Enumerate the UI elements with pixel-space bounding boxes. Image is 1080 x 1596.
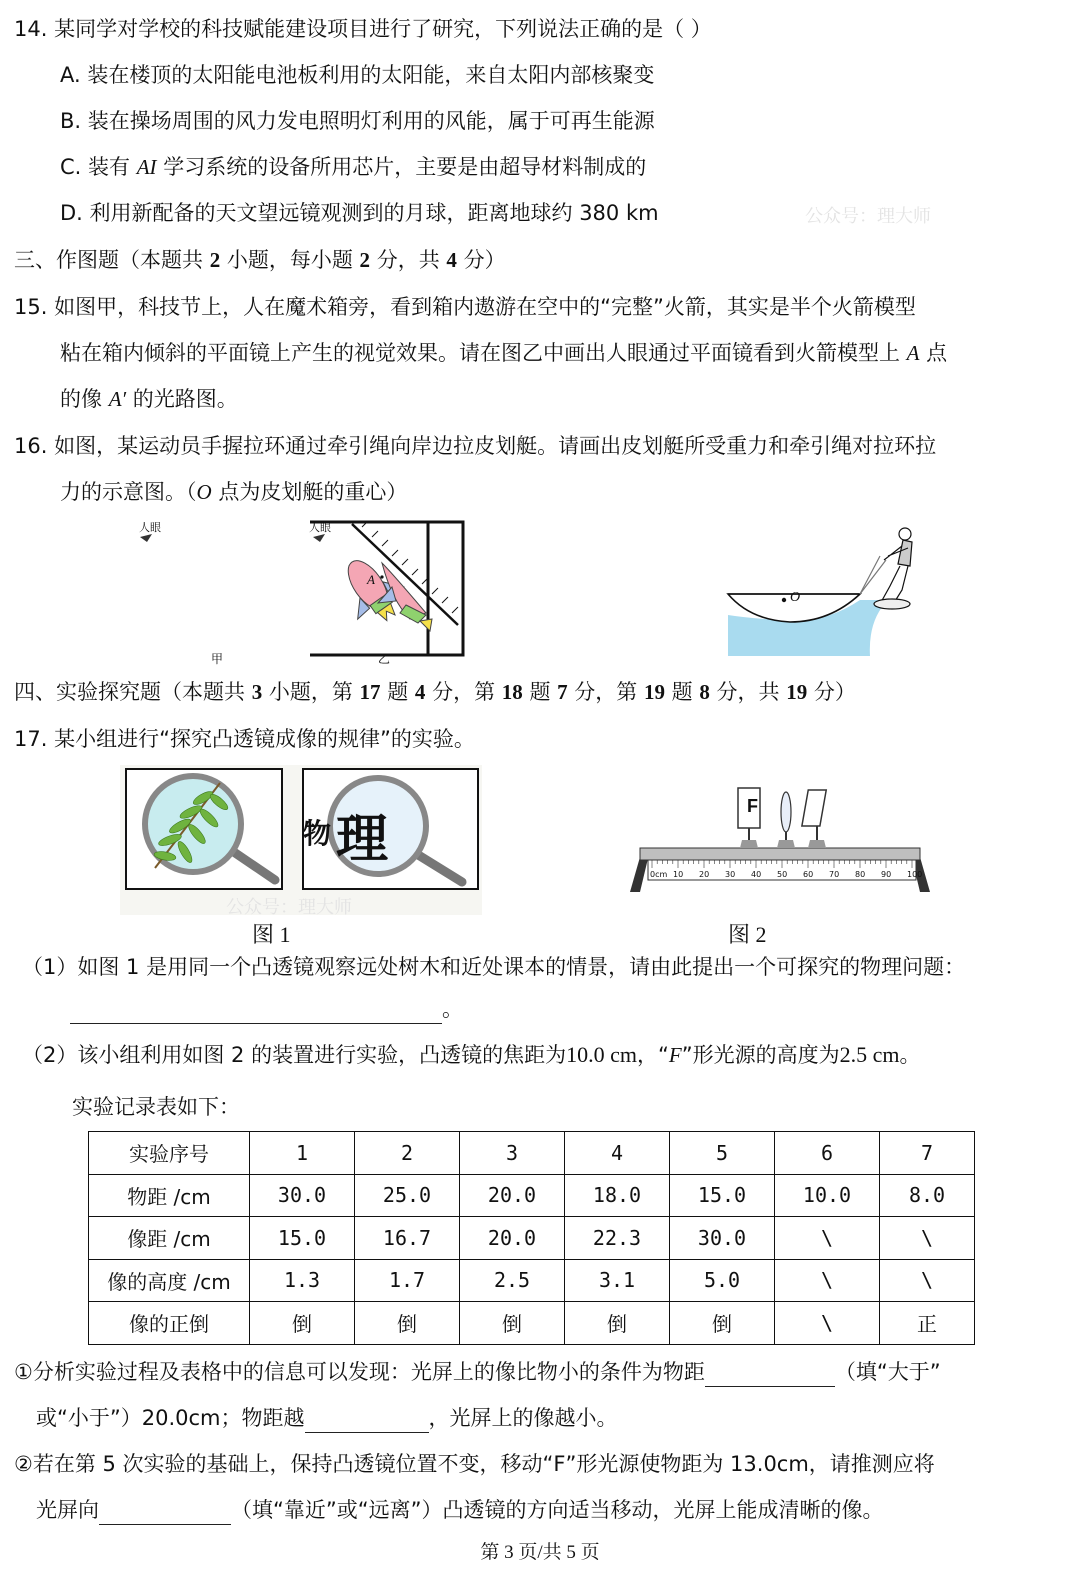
mirror-box-figures [130, 515, 480, 670]
table-cell: 倒 [565, 1302, 670, 1345]
q17-stem: 17. 某小组进行“探究凸透镜成像的规律”的实验。 [14, 727, 475, 751]
watermark: 公众号：理大师 [805, 206, 931, 227]
caption-yi: 乙 [378, 652, 391, 666]
table-cell: 3 [460, 1132, 565, 1175]
q14-option-b: B. 装在操场周围的风力发电照明灯利用的风能，属于可再生能源 [60, 109, 655, 133]
table-cell: 18.0 [565, 1174, 670, 1217]
q15-line-2: 粘在箱内倾斜的平面镜上产生的视觉效果。请在图乙中画出人眼通过平面镜看到火箭模型上 A 点 [60, 341, 948, 365]
ruler-label: 0cm [650, 870, 668, 879]
kayak-figure [720, 520, 930, 660]
table-row [89, 1302, 975, 1345]
point-a-label: A [367, 572, 375, 587]
eye-icon [140, 534, 152, 542]
table-cell: 15.0 [670, 1174, 775, 1217]
q14-stem: 14. 某同学对学校的科技赋能建设项目进行了研究，下列说法正确的是（ ） [14, 17, 712, 41]
table-cell: \ [880, 1217, 975, 1260]
ruler-label: 40 [751, 870, 762, 879]
table-cell: 倒 [355, 1302, 460, 1345]
magnified-character: 理 [336, 810, 389, 870]
page-footer: 第 3 页/共 5 页 [480, 1542, 600, 1563]
q14-option-a: A. 装在楼顶的太阳能电池板利用的太阳能，来自太阳内部核聚变 [60, 63, 655, 87]
table-cell: 像的高度 /cm [89, 1259, 250, 1302]
table-cell: \ [775, 1217, 880, 1260]
q16-line-2: 力的示意图。（O 点为皮划艇的重心） [60, 480, 408, 504]
table-cell: 4 [565, 1132, 670, 1175]
watermark: 公众号：理大师 [226, 897, 352, 918]
table-cell: 正 [880, 1302, 975, 1345]
table-cell: 30.0 [250, 1174, 355, 1217]
table-cell: 倒 [670, 1302, 775, 1345]
answer-blank-3[interactable] [305, 1410, 429, 1433]
table-row [89, 1174, 975, 1217]
q16-line-1: 16. 如图，某运动员手握拉环通过牵引绳向岸边拉皮划艇。请画出皮划艇所受重力和牵引绳对拉环拉 [14, 434, 937, 458]
table-cell: 1 [250, 1132, 355, 1175]
figure-1-caption: 图 1 [252, 922, 291, 947]
q14-option-d: D. 利用新配备的天文望远镜观测到的月球，距离地球约 380 km [60, 201, 659, 225]
table-row [89, 1259, 975, 1302]
ruler-label: 90 [881, 870, 892, 879]
table-cell: 3.1 [565, 1259, 670, 1302]
q17-part-1-answer: 。 [70, 994, 463, 1024]
section-4-heading: 四、实验探究题（本题共 3 小题，第 17 题 4 分，第 18 题 7 分，第 19 题 8 分，共 19 分） [14, 680, 856, 704]
answer-blank-4[interactable] [99, 1502, 231, 1525]
table-cell: 25.0 [355, 1174, 460, 1217]
table-cell: 8.0 [880, 1174, 975, 1217]
magnifier-tree [125, 768, 285, 892]
eye-icon [313, 534, 325, 542]
eye-label-jia: 人眼 [139, 521, 161, 534]
ruler-label: 50 [777, 870, 788, 879]
section-3-heading: 三、作图题（本题共 2 小题，每小题 2 分，共 4 分） [14, 248, 506, 272]
q17-sub-1-line-2: 或“小于”）20.0cm；物距越 ，光屏上的像越小。 [36, 1403, 618, 1433]
q14-option-c: C. 装有 AI 学习系统的设备所用芯片，主要是由超导材料制成的 [60, 155, 647, 179]
ruler-label: 20 [699, 870, 710, 879]
answer-blank-2[interactable] [705, 1364, 835, 1387]
table-cell: \ [880, 1259, 975, 1302]
point-o-label: O [790, 590, 801, 605]
ruler-label: 30 [725, 870, 736, 879]
q17-sub-2-line-2: 光屏向 （填“靠近”或“远离”）凸透镜的方向适当移动，光屏上能成清晰的像。 [36, 1495, 884, 1525]
table-cell: 1.3 [250, 1259, 355, 1302]
table-cell: 倒 [250, 1302, 355, 1345]
table-cell: 15.0 [250, 1217, 355, 1260]
ruler-label: 80 [855, 870, 866, 879]
ruler-label: 70 [829, 870, 840, 879]
eye-label-yi: 人眼 [309, 521, 331, 534]
answer-blank-1[interactable] [70, 1001, 442, 1024]
q15-line-1: 15. 如图甲，科技节上，人在魔术箱旁，看到箱内遨游在空中的“完整”火箭，其实是半个火箭模型 [14, 295, 916, 319]
optical-bench [620, 780, 945, 900]
ruler-label: 100 [907, 870, 923, 879]
small-character: 物 [303, 817, 332, 850]
figure-2-caption: 图 2 [728, 922, 767, 947]
table-cell: 20.0 [460, 1217, 565, 1260]
table-cell: 7 [880, 1132, 975, 1175]
table-header-row [89, 1132, 975, 1175]
figure-jia [140, 522, 428, 655]
table-cell: 5.0 [670, 1259, 775, 1302]
table-cell: 倒 [460, 1302, 565, 1345]
q17-sub-2-line-1: ②若在第 5 次实验的基础上，保持凸透镜位置不变，移动“F”形光源使物距为 13.0cm，请推测应将 [14, 1452, 935, 1476]
table-cell: 实验序号 [89, 1132, 250, 1175]
table-cell: 16.7 [355, 1217, 460, 1260]
table-cell: 30.0 [670, 1217, 775, 1260]
q17-part-1: （1）如图 1 是用同一个凸透镜观察远处树木和近处课本的情景，请由此提出一个可探究的物理问题： [22, 955, 966, 979]
q17-sub-1-line-1: ①分析实验过程及表格中的信息可以发现：光屏上的像比物小的条件为物距 （填“大于” [14, 1357, 941, 1387]
caption-jia: 甲 [211, 652, 224, 666]
light-source-label: F [747, 796, 758, 816]
table-cell: 5 [670, 1132, 775, 1175]
q15-line-3: 的像 A′ 的光路图。 [60, 387, 238, 411]
experiment-record-table [88, 1131, 975, 1345]
table-cell: \ [775, 1302, 880, 1345]
table-cell: \ [775, 1259, 880, 1302]
table-cell: 1.7 [355, 1259, 460, 1302]
ruler-label: 10 [673, 870, 684, 879]
tow-rope [860, 556, 880, 594]
table-cell: 2 [355, 1132, 460, 1175]
ruler-label: 60 [803, 870, 814, 879]
table-cell: 10.0 [775, 1174, 880, 1217]
table-cell: 6 [775, 1132, 880, 1175]
table-cell: 像距 /cm [89, 1217, 250, 1260]
table-row [89, 1217, 975, 1260]
table-cell: 像的正倒 [89, 1302, 250, 1345]
table-intro: 实验记录表如下： [72, 1095, 240, 1119]
q17-part-2: （2）该小组利用如图 2 的装置进行实验，凸透镜的焦距为10.0 cm，“F”形光源的高度为2.5 cm。 [22, 1042, 921, 1067]
table-cell: 20.0 [460, 1174, 565, 1217]
table-cell: 物距 /cm [89, 1174, 250, 1217]
table-cell: 22.3 [565, 1217, 670, 1260]
table-cell: 2.5 [460, 1259, 565, 1302]
